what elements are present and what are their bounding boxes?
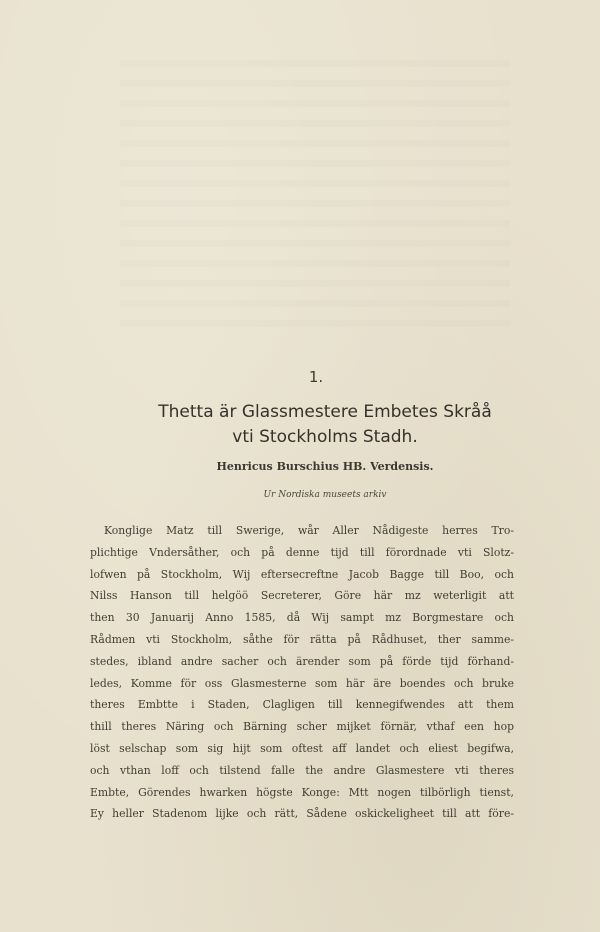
body-line: stedes, ibland andre sacher och ärender som på förde tijd förhand- (90, 654, 514, 668)
title-line-1: Thetta är Glassmestere Embetes Skråå (158, 402, 492, 422)
body-line: och vthan loff och tilstend falle the andre Glasmestere vti theres (90, 763, 514, 777)
body-line: löst selschap som sig hijt som oftest aff landet och eliest begifwa, (90, 741, 514, 755)
body-line: Nilss Hanson till helgöö Secreterer, Göre här mz weterligit att (90, 589, 514, 603)
body-line: theres Embtte i Staden, Clagligen till kennegifwendes att them (90, 698, 514, 712)
section-number: 1. (308, 368, 324, 386)
body-line: Embte, Görendes hwarken högste Konge: Mtt nogen tilbörligh tienst, (90, 785, 514, 799)
body-line: Ey heller Stadenom lijke och rätt, Sådene oskickeligheet till att före- (90, 807, 514, 821)
document-title (60, 400, 590, 450)
title-line-2: vti Stockholms Stadh. (232, 427, 418, 447)
body-line: plichtige Vndersåther, och på denne tijd till förordnade vti Slotz- (90, 545, 514, 559)
source-note: Ur Nordiska museets arkiv (263, 490, 387, 500)
body-line: then 30 Januarij Anno 1585, då Wij sampt mz Borgmestare och (90, 611, 514, 625)
body-line: Rådmen vti Stockholm, såthe för rätta på Rådhuset, ther samme- (90, 632, 514, 646)
body-line: Konglige Matz till Swerige, wår Aller Nådigeste herres Tro- (104, 524, 514, 537)
body-text (90, 520, 514, 825)
body-line: ledes, Komme för oss Glasmesterne som här äre boendes och bruke (90, 676, 514, 690)
bleed-through-texture (120, 60, 510, 340)
body-line: thill theres Näring och Bärning scher mijket förnär, vthaf een hop (90, 720, 514, 734)
body-line: lofwen på Stockholm, Wij eftersecreftne Jacob Bagge till Boo, och (90, 567, 514, 581)
author-line: Henricus Burschius HB. Verdensis. (216, 460, 434, 473)
